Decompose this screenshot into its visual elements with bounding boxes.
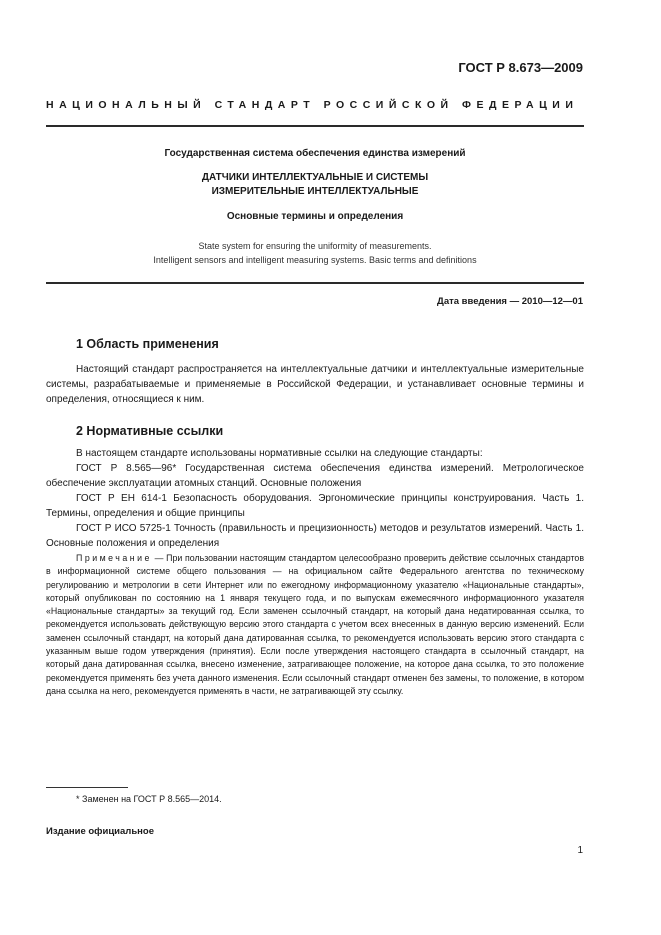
title-line-1: ДАТЧИКИ ИНТЕЛЛЕКТУАЛЬНЫЕ И СИСТЕМЫ bbox=[201, 172, 429, 183]
english-title-line-2: Intelligent sensors and intelligent measuring systems. Basic terms and definitions bbox=[153, 255, 477, 265]
section-1-body bbox=[46, 362, 584, 407]
middle-divider bbox=[46, 282, 584, 284]
section-2-body bbox=[46, 446, 584, 551]
introduction-date: Дата введения — 2010—12—01 bbox=[437, 296, 583, 307]
page-number: 1 bbox=[577, 845, 583, 856]
reference-item: ГОСТ Р ИСО 5725-1 Точность (правильность и прецизионность) методов и результатов измерений. Часть 1. Основные положения и определения bbox=[46, 523, 584, 549]
edition-label: Издание официальное bbox=[46, 826, 154, 837]
title-line-2: ИЗМЕРИТЕЛЬНЫЕ ИНТЕЛЛЕКТУАЛЬНЫЕ bbox=[211, 186, 419, 197]
note-text: — При пользовании настоящим стандартом целесообразно проверить действие ссылочных стандартов в информационной системе общего пользования — на официальном сайте Федерального агентства по техническому регулированию и метрологии в сети Интернет или по ежегодному информационному указателю «Национальные стандарты», который опубликован по состоянию на 1 января текущего года, и по выпускам ежемесячного информационного указателя «Национальные стандарты» за текущий год. Если заменен ссылочный стандарт, на который дана недатированная ссылка, то рекомендуется использовать действующую версию этого стандарта с учетом всех внесенных в данную версию изменений. Если заменен ссылочный стандарт, на который дана датированная ссылка, то рекомендуется использовать версию этого стандарта с указанным выше годом утверждения (принятия). Если после утверждения настоящего стандарта в ссылочный стандарт, на который дана датированная ссылка, внесено изменение, затрагивающее положение, на которое дана ссылка, то это положение рекомендуется применять без учета данного изменения. Если ссылочный стандарт отменен без замены, то положение, в котором дана ссылка на него, рекомендуется применять в части, не затрагивающей эту ссылку. bbox=[46, 553, 584, 696]
top-divider bbox=[46, 125, 584, 127]
document-subtitle: Основные термины и определения bbox=[226, 211, 404, 222]
section-2-heading: 2 Нормативные ссылки bbox=[76, 424, 224, 438]
section-1-paragraph: Настоящий стандарт распространяется на интеллектуальные датчики и интеллектуальные измерительные системы, разрабатываемые и применяемые в Российской Федерации, и устанавливает основные термины и определения, относящиеся к ним. bbox=[46, 364, 584, 405]
national-standard-banner: НАЦИОНАЛЬНЫЙ СТАНДАРТ РОССИЙСКОЙ ФЕДЕРАЦИИ bbox=[46, 99, 579, 111]
section-2-intro: В настоящем стандарте использованы нормативные ссылки на следующие стандарты: bbox=[76, 448, 483, 459]
state-system-title: Государственная система обеспечения единства измерений bbox=[164, 148, 466, 159]
english-title bbox=[46, 239, 584, 267]
document-title bbox=[46, 171, 584, 199]
reference-item: ГОСТ Р 8.565—96* Государственная система обеспечения единства измерений. Метрологическое обеспечение эксплуатации атомных станций. Основные положения bbox=[46, 463, 584, 489]
footnote: * Заменен на ГОСТ Р 8.565—2014. bbox=[76, 794, 222, 804]
section-1-heading: 1 Область применения bbox=[76, 337, 219, 351]
document-code: ГОСТ Р 8.673—2009 bbox=[458, 60, 583, 75]
reference-item: ГОСТ Р ЕН 614-1 Безопасность оборудования. Эргономические принципы конструирования. Часть 1. Термины, определения и общие принципы bbox=[46, 493, 584, 519]
note-label: Примечание bbox=[76, 553, 152, 563]
footnote-divider bbox=[46, 787, 128, 788]
note-block bbox=[46, 552, 584, 698]
english-title-line-1: State system for ensuring the uniformity of measurements. bbox=[198, 241, 432, 251]
